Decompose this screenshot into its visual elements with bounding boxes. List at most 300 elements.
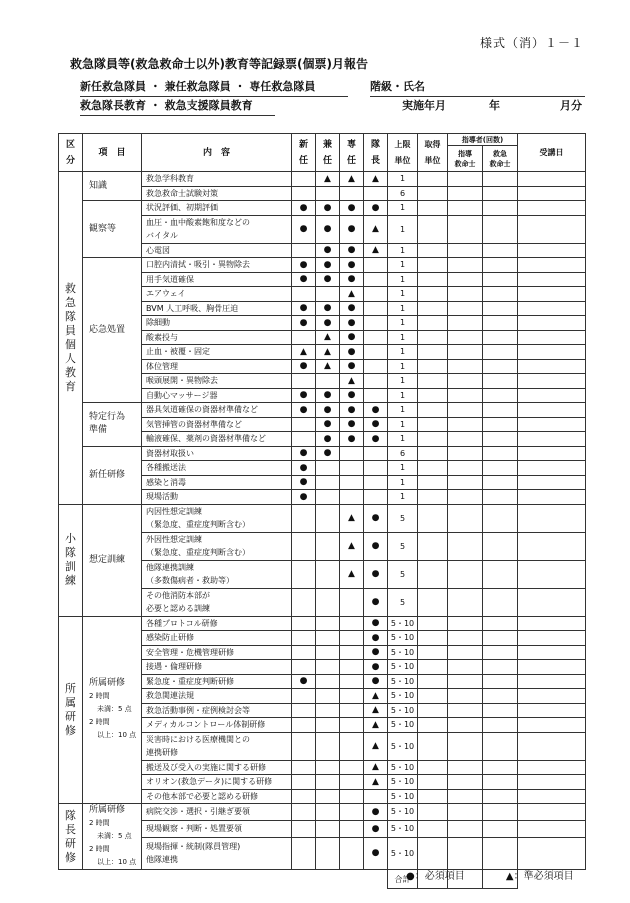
- instructor-count-cell[interactable]: [448, 689, 483, 704]
- paramedic-count-cell[interactable]: [483, 616, 518, 631]
- item-cell: [83, 201, 142, 258]
- limit-cell: 5・10: [388, 732, 418, 760]
- paramedic-count-cell[interactable]: [483, 417, 518, 432]
- date-cell[interactable]: [518, 775, 586, 790]
- limit-cell: 5・10: [388, 718, 418, 733]
- instructor-count-cell[interactable]: [448, 475, 483, 490]
- instructor-count-cell[interactable]: [448, 388, 483, 403]
- acquired-cell[interactable]: [418, 532, 448, 560]
- content-cell: 各種搬送法: [142, 461, 292, 476]
- mark-fulltime: ●: [340, 215, 364, 243]
- category-label: 隊長研修: [65, 808, 76, 864]
- date-cell[interactable]: [518, 359, 586, 374]
- paramedic-count-cell[interactable]: [483, 432, 518, 447]
- paramedic-count-cell[interactable]: [483, 703, 518, 718]
- content-cell: 酸素投与: [142, 330, 292, 345]
- paramedic-count-cell[interactable]: [483, 689, 518, 704]
- mark-concurrent: [316, 616, 340, 631]
- instructor-count-cell[interactable]: [448, 674, 483, 689]
- acquired-cell[interactable]: [418, 645, 448, 660]
- paramedic-count-cell[interactable]: [483, 243, 518, 258]
- instructor-count-cell[interactable]: [448, 616, 483, 631]
- paramedic-count-cell[interactable]: [483, 201, 518, 216]
- instructor-count-cell[interactable]: [448, 215, 483, 243]
- mark-fulltime: ●: [340, 258, 364, 273]
- acquired-cell[interactable]: [418, 804, 448, 821]
- header-fulltime: 専 任: [340, 134, 364, 172]
- acquired-cell[interactable]: [418, 660, 448, 675]
- mark-new: [292, 616, 316, 631]
- total-spacer: [59, 870, 388, 889]
- mark-fulltime: ●: [340, 345, 364, 360]
- mark-new: ●: [292, 258, 316, 273]
- limit-cell: 5・10: [388, 631, 418, 646]
- mark-chief: ●: [364, 432, 388, 447]
- date-cell[interactable]: [518, 374, 586, 389]
- paramedic-count-cell[interactable]: [483, 718, 518, 733]
- mark-chief: [364, 359, 388, 374]
- instructor-count-cell[interactable]: [448, 316, 483, 331]
- mark-chief: [364, 461, 388, 476]
- date-cell[interactable]: [518, 820, 586, 837]
- date-cell[interactable]: [518, 403, 586, 418]
- instructor-count-cell[interactable]: [448, 345, 483, 360]
- instructor-count-cell[interactable]: [448, 718, 483, 733]
- year-label: 年: [489, 99, 500, 112]
- header-item: 項 目: [83, 134, 142, 172]
- paramedic-count-cell[interactable]: [483, 820, 518, 837]
- acquired-cell[interactable]: [418, 243, 448, 258]
- acquired-cell[interactable]: [418, 215, 448, 243]
- paramedic-count-cell[interactable]: [483, 215, 518, 243]
- mark-fulltime: [340, 760, 364, 775]
- acquired-cell[interactable]: [418, 703, 448, 718]
- content-cell: メディカルコントロール体制研修: [142, 718, 292, 733]
- acquired-cell[interactable]: [418, 490, 448, 505]
- acquired-cell[interactable]: [418, 718, 448, 733]
- date-cell[interactable]: [518, 316, 586, 331]
- instructor-count-cell[interactable]: [448, 660, 483, 675]
- mark-concurrent: ▲: [316, 359, 340, 374]
- acquired-cell[interactable]: [418, 417, 448, 432]
- limit-cell: 1: [388, 287, 418, 302]
- date-cell[interactable]: [518, 475, 586, 490]
- acquired-cell[interactable]: [418, 631, 448, 646]
- mark-concurrent: [316, 186, 340, 201]
- date-cell[interactable]: [518, 201, 586, 216]
- limit-cell: 5・10: [388, 837, 418, 869]
- mark-fulltime: [340, 820, 364, 837]
- paramedic-count-cell[interactable]: [483, 403, 518, 418]
- instructor-count-cell[interactable]: [448, 403, 483, 418]
- instructor-count-cell[interactable]: [448, 732, 483, 760]
- education-type-options: 救急隊長教育 ・ 救急支援隊員教育: [80, 97, 275, 116]
- limit-cell: 5: [388, 504, 418, 532]
- instructor-count-cell[interactable]: [448, 837, 483, 869]
- acquired-cell[interactable]: [418, 172, 448, 187]
- paramedic-count-cell[interactable]: [483, 461, 518, 476]
- mark-chief: ●: [364, 532, 388, 560]
- mark-concurrent: [316, 660, 340, 675]
- acquired-cell[interactable]: [418, 432, 448, 447]
- mark-fulltime: ●: [340, 272, 364, 287]
- instructor-count-cell[interactable]: [448, 272, 483, 287]
- table-row: [59, 403, 586, 418]
- mark-concurrent: ▲: [316, 172, 340, 187]
- paramedic-count-cell[interactable]: [483, 789, 518, 804]
- content-cell: 接遇・倫理研修: [142, 660, 292, 675]
- item-cell: [83, 446, 142, 504]
- limit-cell: 5・10: [388, 674, 418, 689]
- instructor-count-cell[interactable]: [448, 186, 483, 201]
- paramedic-count-cell[interactable]: [483, 374, 518, 389]
- acquired-cell[interactable]: [418, 374, 448, 389]
- mark-concurrent: [316, 490, 340, 505]
- acquired-cell[interactable]: [418, 258, 448, 273]
- date-cell[interactable]: [518, 560, 586, 588]
- mark-chief: ▲: [364, 215, 388, 243]
- limit-cell: 5・10: [388, 820, 418, 837]
- date-cell[interactable]: [518, 417, 586, 432]
- instructor-count-cell[interactable]: [448, 789, 483, 804]
- date-cell[interactable]: [518, 330, 586, 345]
- mark-fulltime: [340, 775, 364, 790]
- date-cell[interactable]: [518, 432, 586, 447]
- content-cell: 内因性想定訓練 （緊急度、重症度判断含む）: [142, 504, 292, 532]
- instructor-count-cell[interactable]: [448, 760, 483, 775]
- acquired-cell[interactable]: [418, 760, 448, 775]
- date-cell[interactable]: [518, 645, 586, 660]
- mark-chief: ●: [364, 403, 388, 418]
- mark-concurrent: [316, 374, 340, 389]
- mark-new: [292, 330, 316, 345]
- acquired-cell[interactable]: [418, 732, 448, 760]
- mark-fulltime: ●: [340, 388, 364, 403]
- instructor-count-cell[interactable]: [448, 504, 483, 532]
- date-cell[interactable]: [518, 732, 586, 760]
- date-cell[interactable]: [518, 461, 586, 476]
- acquired-cell[interactable]: [418, 330, 448, 345]
- instructor-count-cell[interactable]: [448, 432, 483, 447]
- table-row: [59, 258, 586, 273]
- header-limit: 上限 単位: [388, 134, 418, 172]
- mark-concurrent: [316, 560, 340, 588]
- paramedic-count-cell[interactable]: [483, 475, 518, 490]
- date-cell[interactable]: [518, 804, 586, 821]
- acquired-cell[interactable]: [418, 316, 448, 331]
- instructor-count-cell[interactable]: [448, 532, 483, 560]
- instructor-count-cell[interactable]: [448, 804, 483, 821]
- mark-chief: [364, 388, 388, 403]
- paramedic-count-cell[interactable]: [483, 775, 518, 790]
- mark-chief: ●: [364, 631, 388, 646]
- paramedic-count-cell[interactable]: [483, 560, 518, 588]
- mark-fulltime: ●: [340, 316, 364, 331]
- mark-new: [292, 660, 316, 675]
- paramedic-count-cell[interactable]: [483, 760, 518, 775]
- header-date: 受講日: [518, 134, 586, 172]
- instructor-count-cell[interactable]: [448, 243, 483, 258]
- mark-chief: ●: [364, 616, 388, 631]
- item-cell: [83, 504, 142, 616]
- acquired-cell[interactable]: [418, 201, 448, 216]
- acquired-cell[interactable]: [418, 461, 448, 476]
- acquired-cell[interactable]: [418, 345, 448, 360]
- date-cell[interactable]: [518, 703, 586, 718]
- content-cell: 外因性想定訓練 （緊急度、重症度判断含む）: [142, 532, 292, 560]
- limit-cell: 5・10: [388, 775, 418, 790]
- acquired-cell[interactable]: [418, 301, 448, 316]
- date-cell[interactable]: [518, 388, 586, 403]
- paramedic-count-cell[interactable]: [483, 186, 518, 201]
- instructor-count-cell[interactable]: [448, 588, 483, 616]
- mark-concurrent: [316, 718, 340, 733]
- mark-concurrent: ●: [316, 301, 340, 316]
- paramedic-count-cell[interactable]: [483, 345, 518, 360]
- mark-concurrent: [316, 674, 340, 689]
- instructor-count-cell[interactable]: [448, 330, 483, 345]
- date-cell[interactable]: [518, 504, 586, 532]
- acquired-cell[interactable]: [418, 674, 448, 689]
- mark-new: ●: [292, 475, 316, 490]
- mark-fulltime: [340, 732, 364, 760]
- acquired-cell[interactable]: [418, 504, 448, 532]
- acquired-cell[interactable]: [418, 186, 448, 201]
- limit-cell: 5・10: [388, 804, 418, 821]
- item-note: 2 時間: [89, 692, 110, 701]
- mark-chief: ●: [364, 660, 388, 675]
- content-cell: 気管挿管の資器材準備など: [142, 417, 292, 432]
- acquired-cell[interactable]: [418, 359, 448, 374]
- instructor-count-cell[interactable]: [448, 490, 483, 505]
- acquired-cell[interactable]: [418, 272, 448, 287]
- date-cell[interactable]: [518, 718, 586, 733]
- date-cell[interactable]: [518, 490, 586, 505]
- acquired-cell[interactable]: [418, 446, 448, 461]
- instructor-count-cell[interactable]: [448, 820, 483, 837]
- instructor-count-cell[interactable]: [448, 258, 483, 273]
- content-cell: 止血・被覆・固定: [142, 345, 292, 360]
- acquired-cell[interactable]: [418, 475, 448, 490]
- instructor-count-cell[interactable]: [448, 703, 483, 718]
- limit-cell: 1: [388, 490, 418, 505]
- header-content: 内 容: [142, 134, 292, 172]
- limit-cell: 1: [388, 403, 418, 418]
- content-cell: 救急学科教育: [142, 172, 292, 187]
- acquired-cell[interactable]: [418, 616, 448, 631]
- item-cell: [83, 258, 142, 403]
- date-cell[interactable]: [518, 532, 586, 560]
- instructor-count-cell[interactable]: [448, 287, 483, 302]
- limit-cell: 5: [388, 560, 418, 588]
- mark-new: [292, 760, 316, 775]
- paramedic-count-cell[interactable]: [483, 446, 518, 461]
- mark-concurrent: [316, 645, 340, 660]
- mark-new: [292, 804, 316, 821]
- paramedic-count-cell[interactable]: [483, 359, 518, 374]
- content-cell: 心電図: [142, 243, 292, 258]
- date-cell[interactable]: [518, 301, 586, 316]
- mark-chief: ●: [364, 560, 388, 588]
- mark-new: ●: [292, 674, 316, 689]
- instructor-count-cell[interactable]: [448, 359, 483, 374]
- date-cell[interactable]: [518, 660, 586, 675]
- mark-fulltime: [340, 703, 364, 718]
- date-cell[interactable]: [518, 789, 586, 804]
- mark-concurrent: [316, 820, 340, 837]
- mark-chief: [364, 258, 388, 273]
- content-cell: 用手気道確保: [142, 272, 292, 287]
- paramedic-count-cell[interactable]: [483, 272, 518, 287]
- instructor-count-cell[interactable]: [448, 645, 483, 660]
- mark-fulltime: ●: [340, 417, 364, 432]
- date-cell[interactable]: [518, 446, 586, 461]
- date-cell[interactable]: [518, 631, 586, 646]
- legend: [406, 867, 574, 882]
- category-cell: [59, 172, 83, 505]
- date-cell[interactable]: [518, 616, 586, 631]
- date-cell[interactable]: [518, 272, 586, 287]
- content-cell: 体位管理: [142, 359, 292, 374]
- mark-chief: ▲: [364, 775, 388, 790]
- mark-chief: ●: [364, 837, 388, 869]
- acquired-cell[interactable]: [418, 837, 448, 869]
- acquired-cell[interactable]: [418, 287, 448, 302]
- mark-concurrent: ●: [316, 316, 340, 331]
- acquired-cell[interactable]: [418, 560, 448, 588]
- mark-fulltime: ▲: [340, 172, 364, 187]
- mark-new: [292, 287, 316, 302]
- mark-fulltime: ●: [340, 243, 364, 258]
- mark-chief: [364, 330, 388, 345]
- acquired-cell[interactable]: [418, 403, 448, 418]
- item-note: 以上：10 点: [97, 858, 137, 866]
- paramedic-count-cell[interactable]: [483, 674, 518, 689]
- paramedic-count-cell[interactable]: [483, 330, 518, 345]
- mark-new: [292, 172, 316, 187]
- instructor-count-cell[interactable]: [448, 775, 483, 790]
- mark-fulltime: ▲: [340, 560, 364, 588]
- paramedic-count-cell[interactable]: [483, 172, 518, 187]
- date-cell[interactable]: [518, 186, 586, 201]
- header-concurrent: 兼 任: [316, 134, 340, 172]
- paramedic-count-cell[interactable]: [483, 804, 518, 821]
- mark-concurrent: [316, 532, 340, 560]
- date-cell[interactable]: [518, 837, 586, 869]
- header-instructor-group: 指導者(回数): [448, 134, 518, 146]
- paramedic-count-cell[interactable]: [483, 301, 518, 316]
- mark-chief: ●: [364, 588, 388, 616]
- paramedic-count-cell[interactable]: [483, 588, 518, 616]
- acquired-cell[interactable]: [418, 588, 448, 616]
- instructor-count-cell[interactable]: [448, 201, 483, 216]
- paramedic-count-cell[interactable]: [483, 645, 518, 660]
- acquired-cell[interactable]: [418, 775, 448, 790]
- mark-new: ●: [292, 215, 316, 243]
- limit-cell: 1: [388, 475, 418, 490]
- limit-cell: 5・10: [388, 616, 418, 631]
- instructor-count-cell[interactable]: [448, 172, 483, 187]
- item-label: 観察等: [89, 223, 117, 234]
- instructor-count-cell[interactable]: [448, 560, 483, 588]
- paramedic-count-cell[interactable]: [483, 316, 518, 331]
- date-cell[interactable]: [518, 258, 586, 273]
- date-cell[interactable]: [518, 760, 586, 775]
- record-table: [58, 133, 586, 889]
- paramedic-count-cell[interactable]: [483, 490, 518, 505]
- mark-fulltime: [340, 588, 364, 616]
- date-cell[interactable]: [518, 172, 586, 187]
- mark-new: ▲: [292, 345, 316, 360]
- paramedic-count-cell[interactable]: [483, 388, 518, 403]
- paramedic-count-cell[interactable]: [483, 837, 518, 869]
- content-cell: 除細動: [142, 316, 292, 331]
- date-cell[interactable]: [518, 215, 586, 243]
- mark-new: ●: [292, 461, 316, 476]
- paramedic-count-cell[interactable]: [483, 660, 518, 675]
- mark-fulltime: ●: [340, 301, 364, 316]
- item-note: 2 時間: [89, 819, 110, 827]
- instructor-count-cell[interactable]: [448, 374, 483, 389]
- instructor-count-cell[interactable]: [448, 631, 483, 646]
- paramedic-count-cell[interactable]: [483, 532, 518, 560]
- date-cell[interactable]: [518, 588, 586, 616]
- content-cell: 輸液確保、薬剤の資器材準備など: [142, 432, 292, 447]
- mark-new: [292, 689, 316, 704]
- acquired-cell[interactable]: [418, 689, 448, 704]
- instructor-count-cell[interactable]: [448, 461, 483, 476]
- mark-fulltime: [340, 718, 364, 733]
- limit-cell: 1: [388, 388, 418, 403]
- paramedic-count-cell[interactable]: [483, 258, 518, 273]
- month-label: 月分: [560, 99, 582, 112]
- instructor-count-cell[interactable]: [448, 446, 483, 461]
- item-label: 特定行為 準備: [89, 412, 126, 436]
- date-cell[interactable]: [518, 243, 586, 258]
- instructor-count-cell[interactable]: [448, 417, 483, 432]
- item-label: 知識: [89, 180, 108, 191]
- mark-concurrent: ●: [316, 446, 340, 461]
- mark-new: [292, 243, 316, 258]
- mark-new: [292, 417, 316, 432]
- mark-concurrent: ●: [316, 258, 340, 273]
- mark-concurrent: ●: [316, 388, 340, 403]
- paramedic-count-cell[interactable]: [483, 504, 518, 532]
- instructor-count-cell[interactable]: [448, 301, 483, 316]
- acquired-cell[interactable]: [418, 820, 448, 837]
- header-new: 新 任: [292, 134, 316, 172]
- acquired-cell[interactable]: [418, 388, 448, 403]
- limit-cell: 5・10: [388, 703, 418, 718]
- mark-fulltime: ●: [340, 201, 364, 216]
- mark-concurrent: ●: [316, 201, 340, 216]
- mark-new: ●: [292, 403, 316, 418]
- paramedic-count-cell[interactable]: [483, 287, 518, 302]
- date-cell[interactable]: [518, 345, 586, 360]
- paramedic-count-cell[interactable]: [483, 631, 518, 646]
- date-cell[interactable]: [518, 689, 586, 704]
- mark-new: [292, 560, 316, 588]
- mark-new: ●: [292, 490, 316, 505]
- date-cell[interactable]: [518, 674, 586, 689]
- table-row: [59, 504, 586, 532]
- mark-new: [292, 789, 316, 804]
- paramedic-count-cell[interactable]: [483, 732, 518, 760]
- mark-new: ●: [292, 201, 316, 216]
- acquired-cell[interactable]: [418, 789, 448, 804]
- content-cell: 状況評価、初期評価: [142, 201, 292, 216]
- date-cell[interactable]: [518, 287, 586, 302]
